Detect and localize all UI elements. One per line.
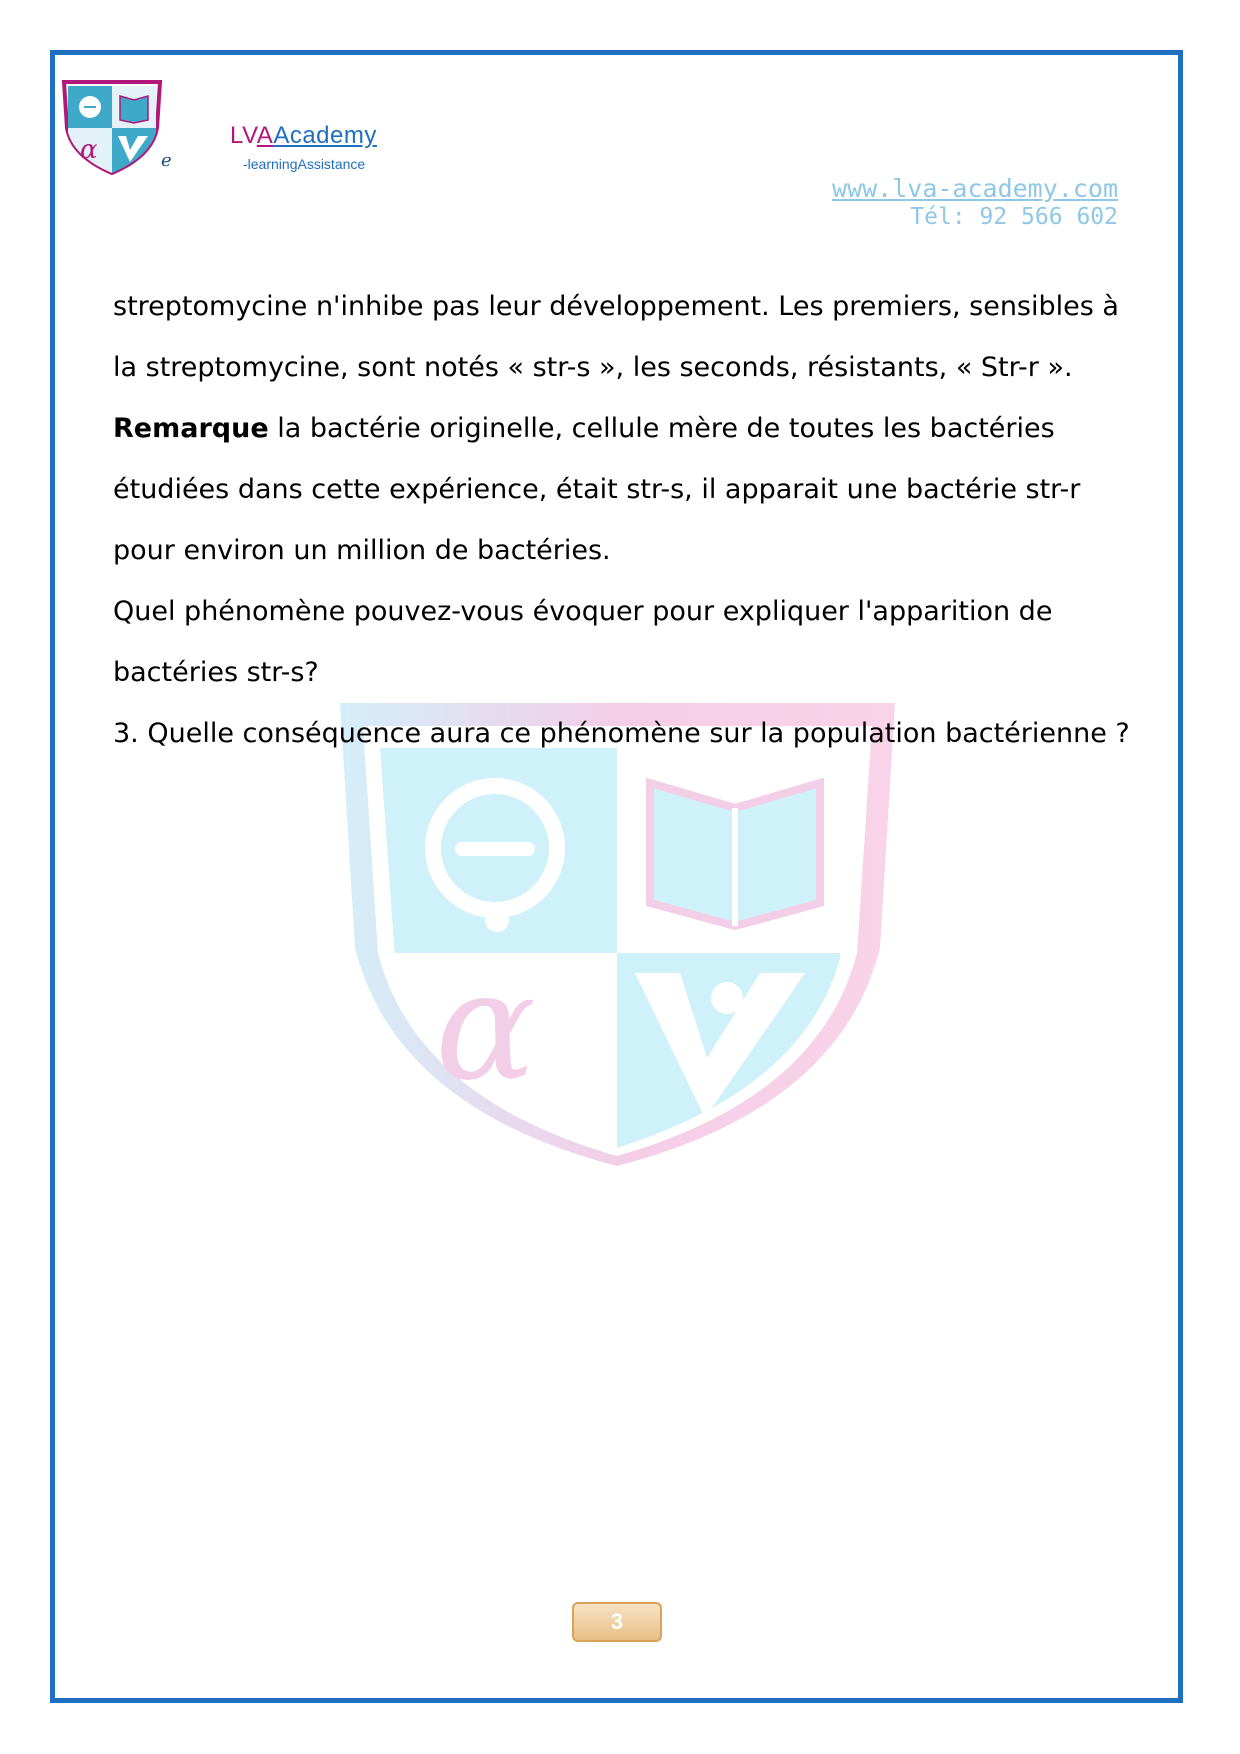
paragraph-line: streptomycine n'inhibe pas leur développement. Les premiers, sensibles à [113,291,1119,322]
svg-text:α: α [80,135,98,165]
phone-number: Tél: 92 566 602 [910,204,1118,230]
question-line: bactéries str-s? [113,657,319,688]
remark-line [113,398,1133,459]
brand-a: A [256,122,274,149]
website-link[interactable]: www.lva-academy.com [832,174,1118,203]
remark-text: la bactérie originelle, cellule mère de toutes les bactéries [268,413,1055,444]
watermark-logo-icon [335,698,900,1168]
brand-lv: LV [230,122,257,149]
remark-label: Remarque [113,413,269,444]
paragraph-line: pour environ un million de bactéries. [113,535,611,566]
paragraph-line: étudiées dans cette expérience, était str-s, il apparait une bactérie str-r [113,474,1081,505]
academy-logo-icon [58,78,166,176]
svg-text:α: α [435,940,537,1114]
brand-name [230,122,377,150]
question-3: 3. Quelle conséquence aura ce phénomène sur la population bactérienne ? [113,718,1130,749]
brand-academy: Academy [273,122,377,149]
logo-e-letter: e [161,150,172,171]
document-body [113,276,1133,764]
question-line: Quel phénomène pouvez-vous évoquer pour expliquer l'apparition de [113,596,1053,627]
brand-tagline: -learningAssistance [243,156,366,172]
page-number-badge: 3 [572,1602,662,1642]
paragraph-line: la streptomycine, sont notés « str-s », les seconds, résistants, « Str-r ». [113,352,1073,383]
